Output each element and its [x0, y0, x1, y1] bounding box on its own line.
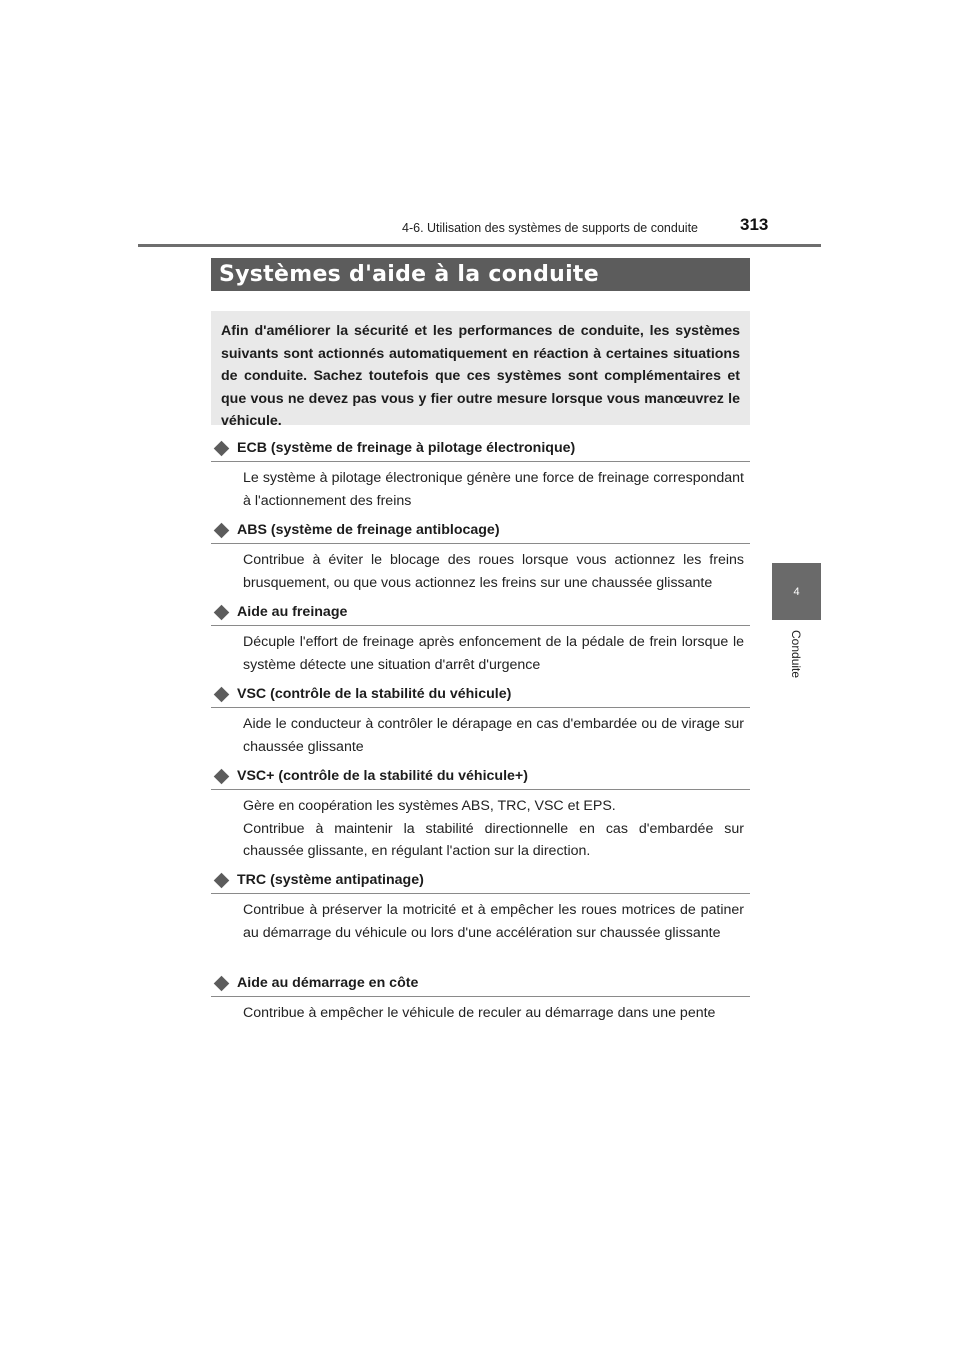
running-header: 4-6. Utilisation des systèmes de supports de conduite	[402, 221, 698, 235]
section-body	[211, 626, 750, 676]
section-paragraph: Contribue à éviter le blocage des roues lorsque vous actionnez les freins brusquement, ou que vous actionnez les freins sur une chaussée glissante	[243, 552, 744, 591]
section-body	[211, 708, 750, 758]
section-heading	[211, 766, 750, 790]
section-heading-text: VSC+ (contrôle de la stabilité du véhicule+)	[237, 768, 528, 784]
section-vsc-plus	[211, 766, 750, 863]
section-paragraph: Contribue à préserver la motricité et à empêcher les roues motrices de patiner au démarrage du véhicule ou lors d'une accélération sur chaussée glissante	[243, 902, 744, 941]
section-paragraph: Gère en coopération les systèmes ABS, TRC, VSC et EPS.	[243, 798, 616, 814]
section-body	[211, 894, 750, 944]
section-heading-text: Aide au démarrage en côte	[237, 975, 419, 991]
section-heading-text: Aide au freinage	[237, 604, 348, 620]
section-heading-text: ECB (système de freinage à pilotage électronique)	[237, 440, 576, 456]
section-heading	[211, 870, 750, 894]
section-paragraph: Décuple l'effort de freinage après enfoncement de la pédale de frein lorsque le système détecte une situation d'arrêt d'urgence	[243, 634, 744, 673]
chapter-tab	[772, 563, 821, 620]
diamond-bullet-icon	[214, 768, 230, 784]
section-aide-freinage	[211, 602, 750, 676]
section-heading	[211, 438, 750, 462]
section-body	[211, 544, 750, 594]
section-body	[211, 997, 750, 1025]
diamond-bullet-icon	[214, 440, 230, 456]
diamond-bullet-icon	[214, 872, 230, 888]
section-paragraph: Contribue à maintenir la stabilité directionnelle en cas d'embardée sur chaussée glissante, en régulant l'action sur la direction.	[243, 820, 744, 860]
section-paragraph: Contribue à empêcher le véhicule de reculer au démarrage dans une pente	[243, 1005, 716, 1021]
page-title: Systèmes d'aide à la conduite	[211, 258, 750, 291]
chapter-number: 4	[793, 585, 800, 598]
section-paragraph: Le système à pilotage électronique génère une force de freinage correspondant à l'actionnement des freins	[243, 470, 744, 509]
section-vsc	[211, 684, 750, 758]
section-trc	[211, 870, 750, 944]
section-paragraph: Aide le conducteur à contrôler le dérapage en cas d'embardée ou de virage sur chaussée glissante	[243, 716, 744, 755]
diamond-bullet-icon	[214, 975, 230, 991]
section-heading	[211, 602, 750, 626]
section-heading-text: ABS (système de freinage antiblocage)	[237, 522, 500, 538]
diamond-bullet-icon	[214, 686, 230, 702]
section-heading-text: VSC (contrôle de la stabilité du véhicule)	[237, 686, 512, 702]
chapter-label: Conduite	[789, 630, 803, 679]
section-abs	[211, 520, 750, 594]
section-heading	[211, 973, 750, 997]
section-body	[211, 790, 750, 863]
section-heading-text: TRC (système antipatinage)	[237, 872, 424, 888]
section-heading	[211, 520, 750, 544]
page-number: 313	[740, 215, 769, 234]
section-heading	[211, 684, 750, 708]
intro-box	[211, 311, 750, 430]
diamond-bullet-icon	[214, 522, 230, 538]
section-aide-demarrage-cote	[211, 973, 750, 1025]
header-divider	[138, 244, 821, 247]
section-ecb	[211, 438, 750, 512]
intro-text: Afin d'améliorer la sécurité et les performances de conduite, les systèmes suivants sont actionnés automatiquement en réaction à certaines situations de conduite. Sachez toutefois que ces systèmes sont complémentaires et que vous ne devez pas vous y fier outre mesure lorsque vous manœuvrez le véhicule.	[221, 323, 740, 430]
diamond-bullet-icon	[214, 604, 230, 620]
section-body	[211, 462, 750, 512]
